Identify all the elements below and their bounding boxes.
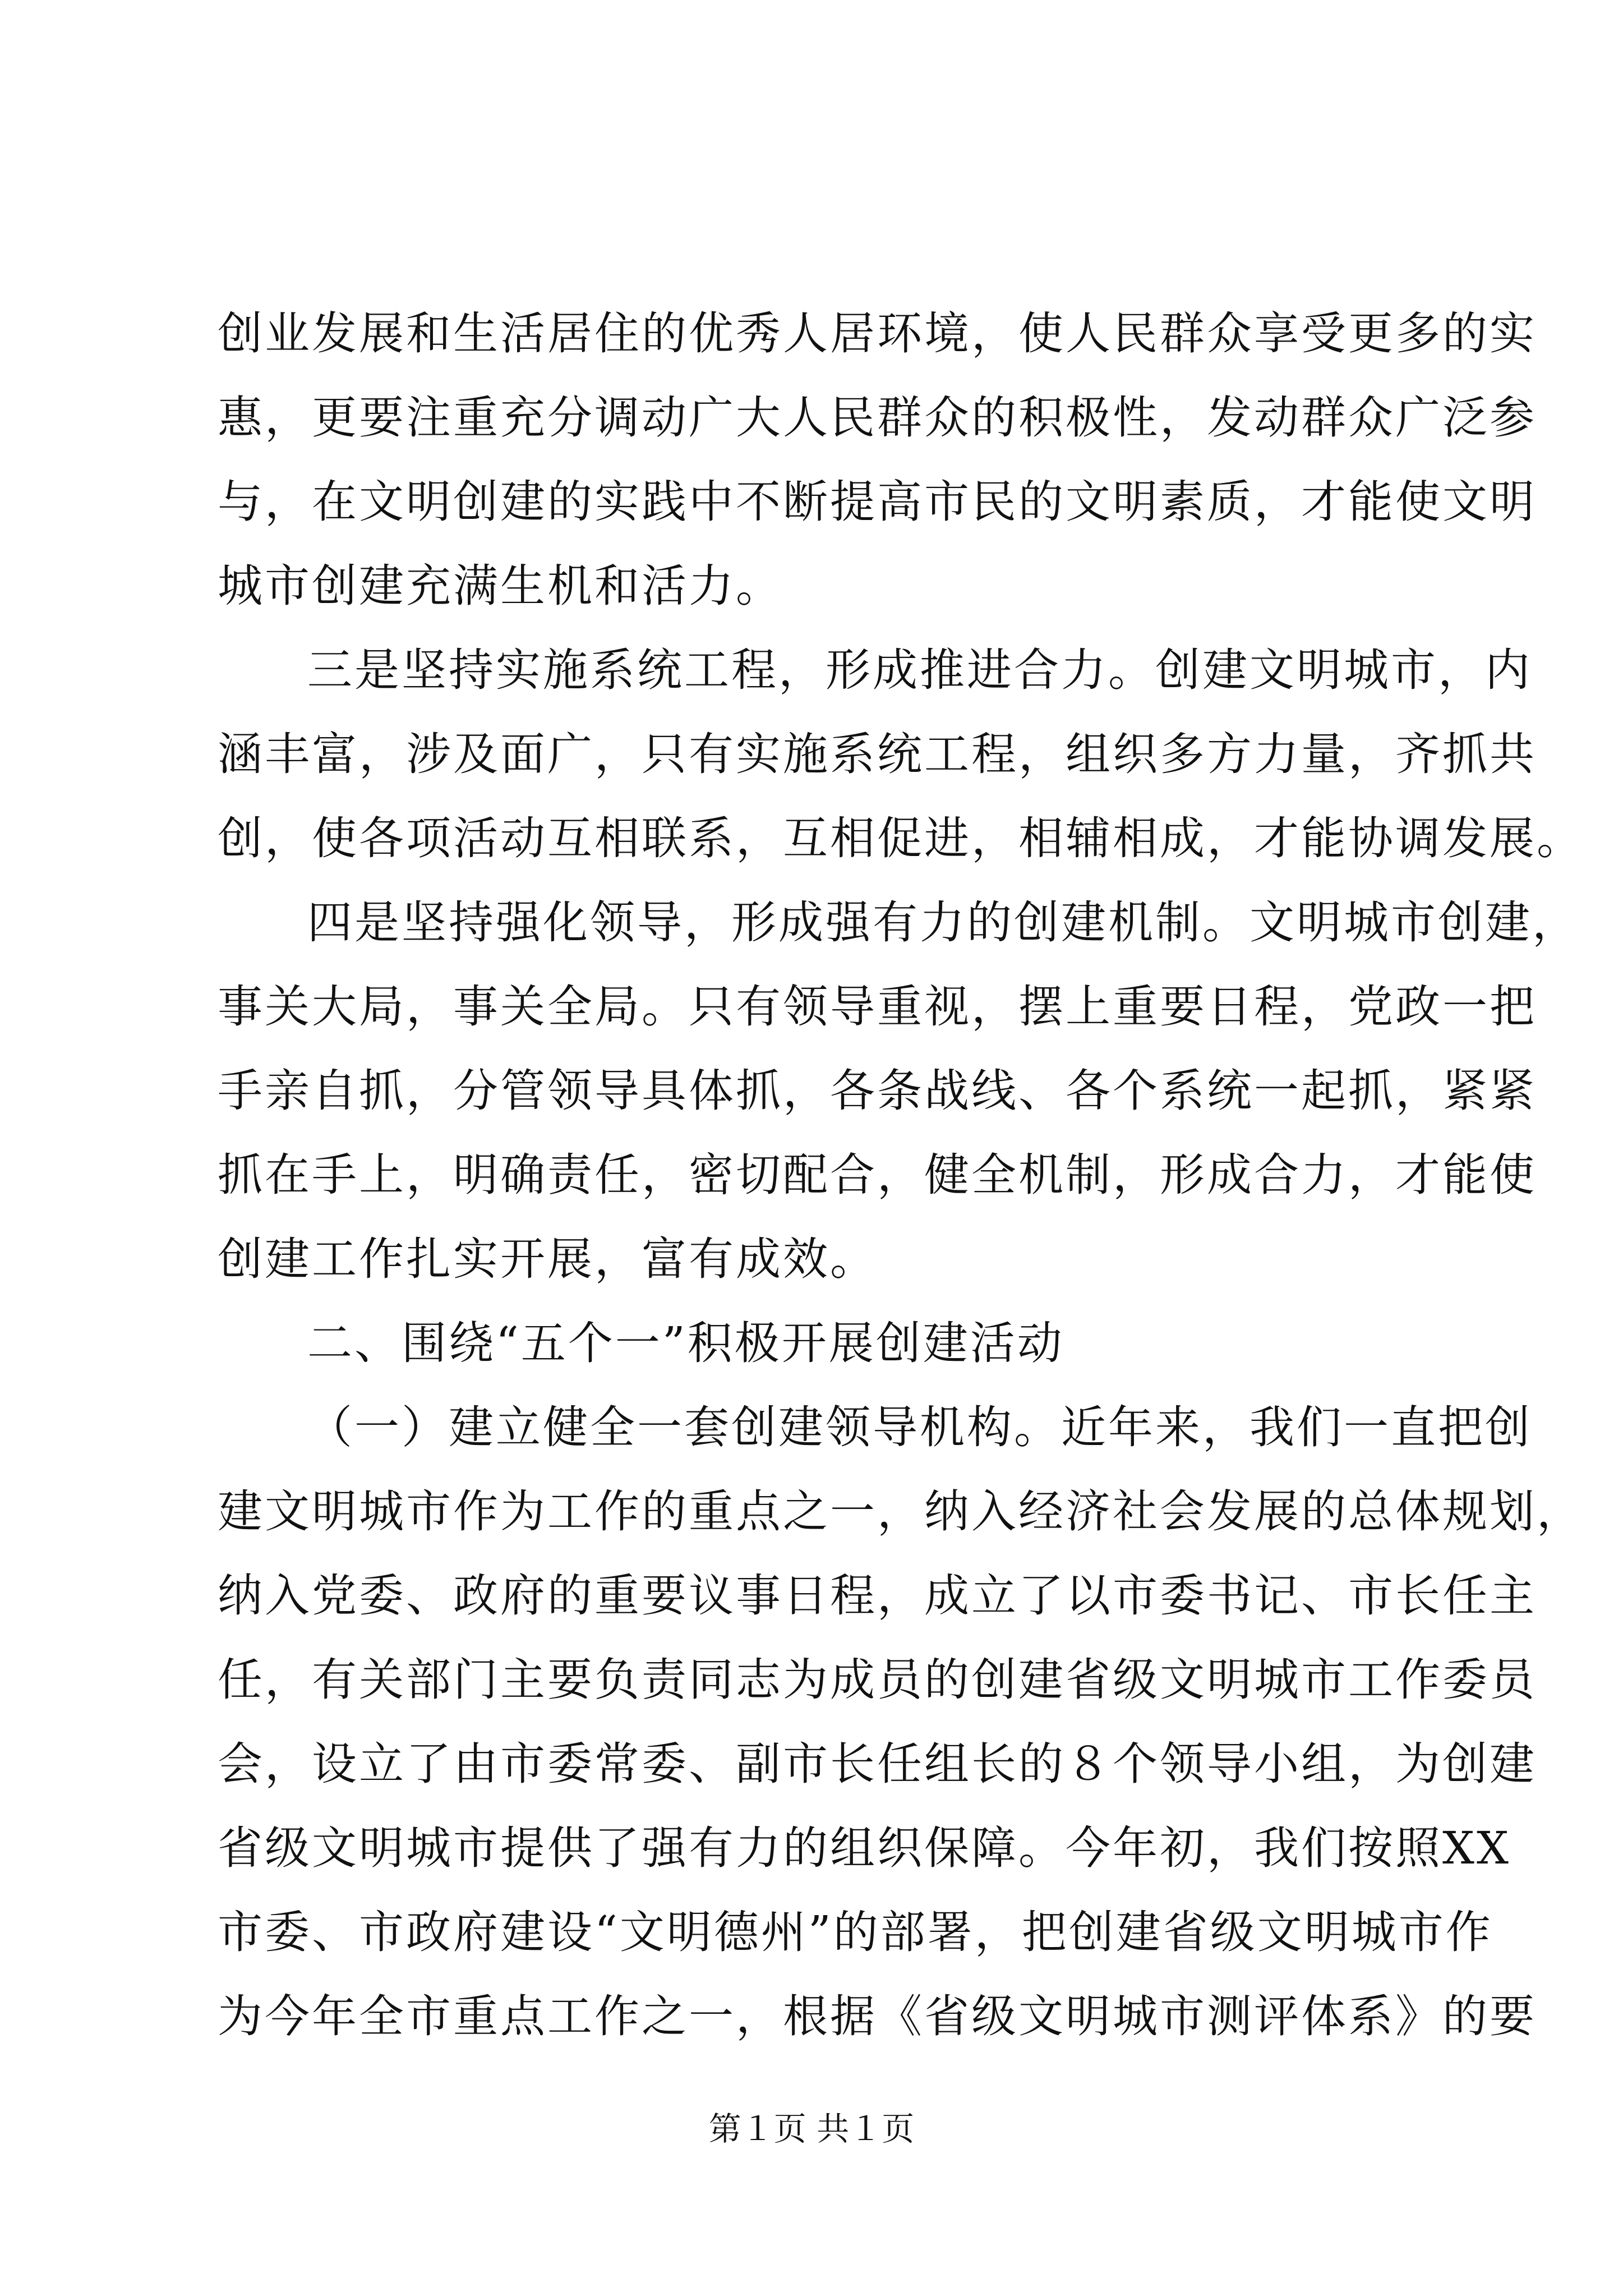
- text-line: 创建工作扎实开展，富有成效。: [218, 1233, 877, 1285]
- text-line: 纳入党委、政府的重要议事日程，成立了以市委书记、市长任主: [218, 1570, 1537, 1622]
- page-footer: 第１页 共１页: [708, 2110, 915, 2148]
- text-line: 任，有关部门主要负责同志为成员的创建省级文明城市工作委员: [218, 1654, 1537, 1706]
- text-line: 会，设立了由市委常委、副市长任组长的８个领导小组，为创建: [218, 1738, 1537, 1790]
- text-line: 涵丰富，涉及面广，只有实施系统工程，组织多方力量，齐抓共: [218, 728, 1537, 780]
- text-line: 三是坚持实施系统工程，形成推进合力。创建文明城市，内: [307, 644, 1532, 696]
- text-line: 省级文明城市提供了强有力的组织保障。今年初，我们按照XX: [218, 1822, 1511, 1874]
- text-line: 手亲自抓，分管领导具体抓，各条战线、各个系统一起抓，紧紧: [218, 1065, 1537, 1117]
- section-heading: 二、围绕“五个一”积极开展创建活动: [307, 1317, 1064, 1369]
- text-line: 创，使各项活动互相联系，互相促进，相辅相成，才能协调发展。: [218, 812, 1584, 864]
- text-line: （一）建立健全一套创建领导机构。近年来，我们一直把创: [307, 1401, 1532, 1453]
- text-line: 事关大局，事关全局。只有领导重视，摆上重要日程，党政一把: [218, 981, 1537, 1033]
- text-line: 城市创建充满生机和活力。: [218, 560, 783, 612]
- text-line: 四是坚持强化领导，形成强有力的创建机制。文明城市创建，: [307, 896, 1579, 949]
- text-line: 创业发展和生活居住的优秀人居环境，使人民群众享受更多的实: [218, 307, 1537, 360]
- text-line: 市委、市政府建设“文明德州”的部署，把创建省级文明城市作: [218, 1906, 1493, 1958]
- text-line: 为今年全市重点工作之一，根据《省级文明城市测评体系》的要: [218, 1990, 1537, 2042]
- text-line: 建文明城市作为工作的重点之一，纳入经济社会发展的总体规划，: [218, 1485, 1584, 1538]
- text-line: 与，在文明创建的实践中不断提高市民的文明素质，才能使文明: [218, 476, 1537, 528]
- text-line: 抓在手上，明确责任，密切配合，健全机制，形成合力，才能使: [218, 1149, 1537, 1201]
- text-line: 惠，更要注重充分调动广大人民群众的积极性，发动群众广泛参: [218, 392, 1537, 444]
